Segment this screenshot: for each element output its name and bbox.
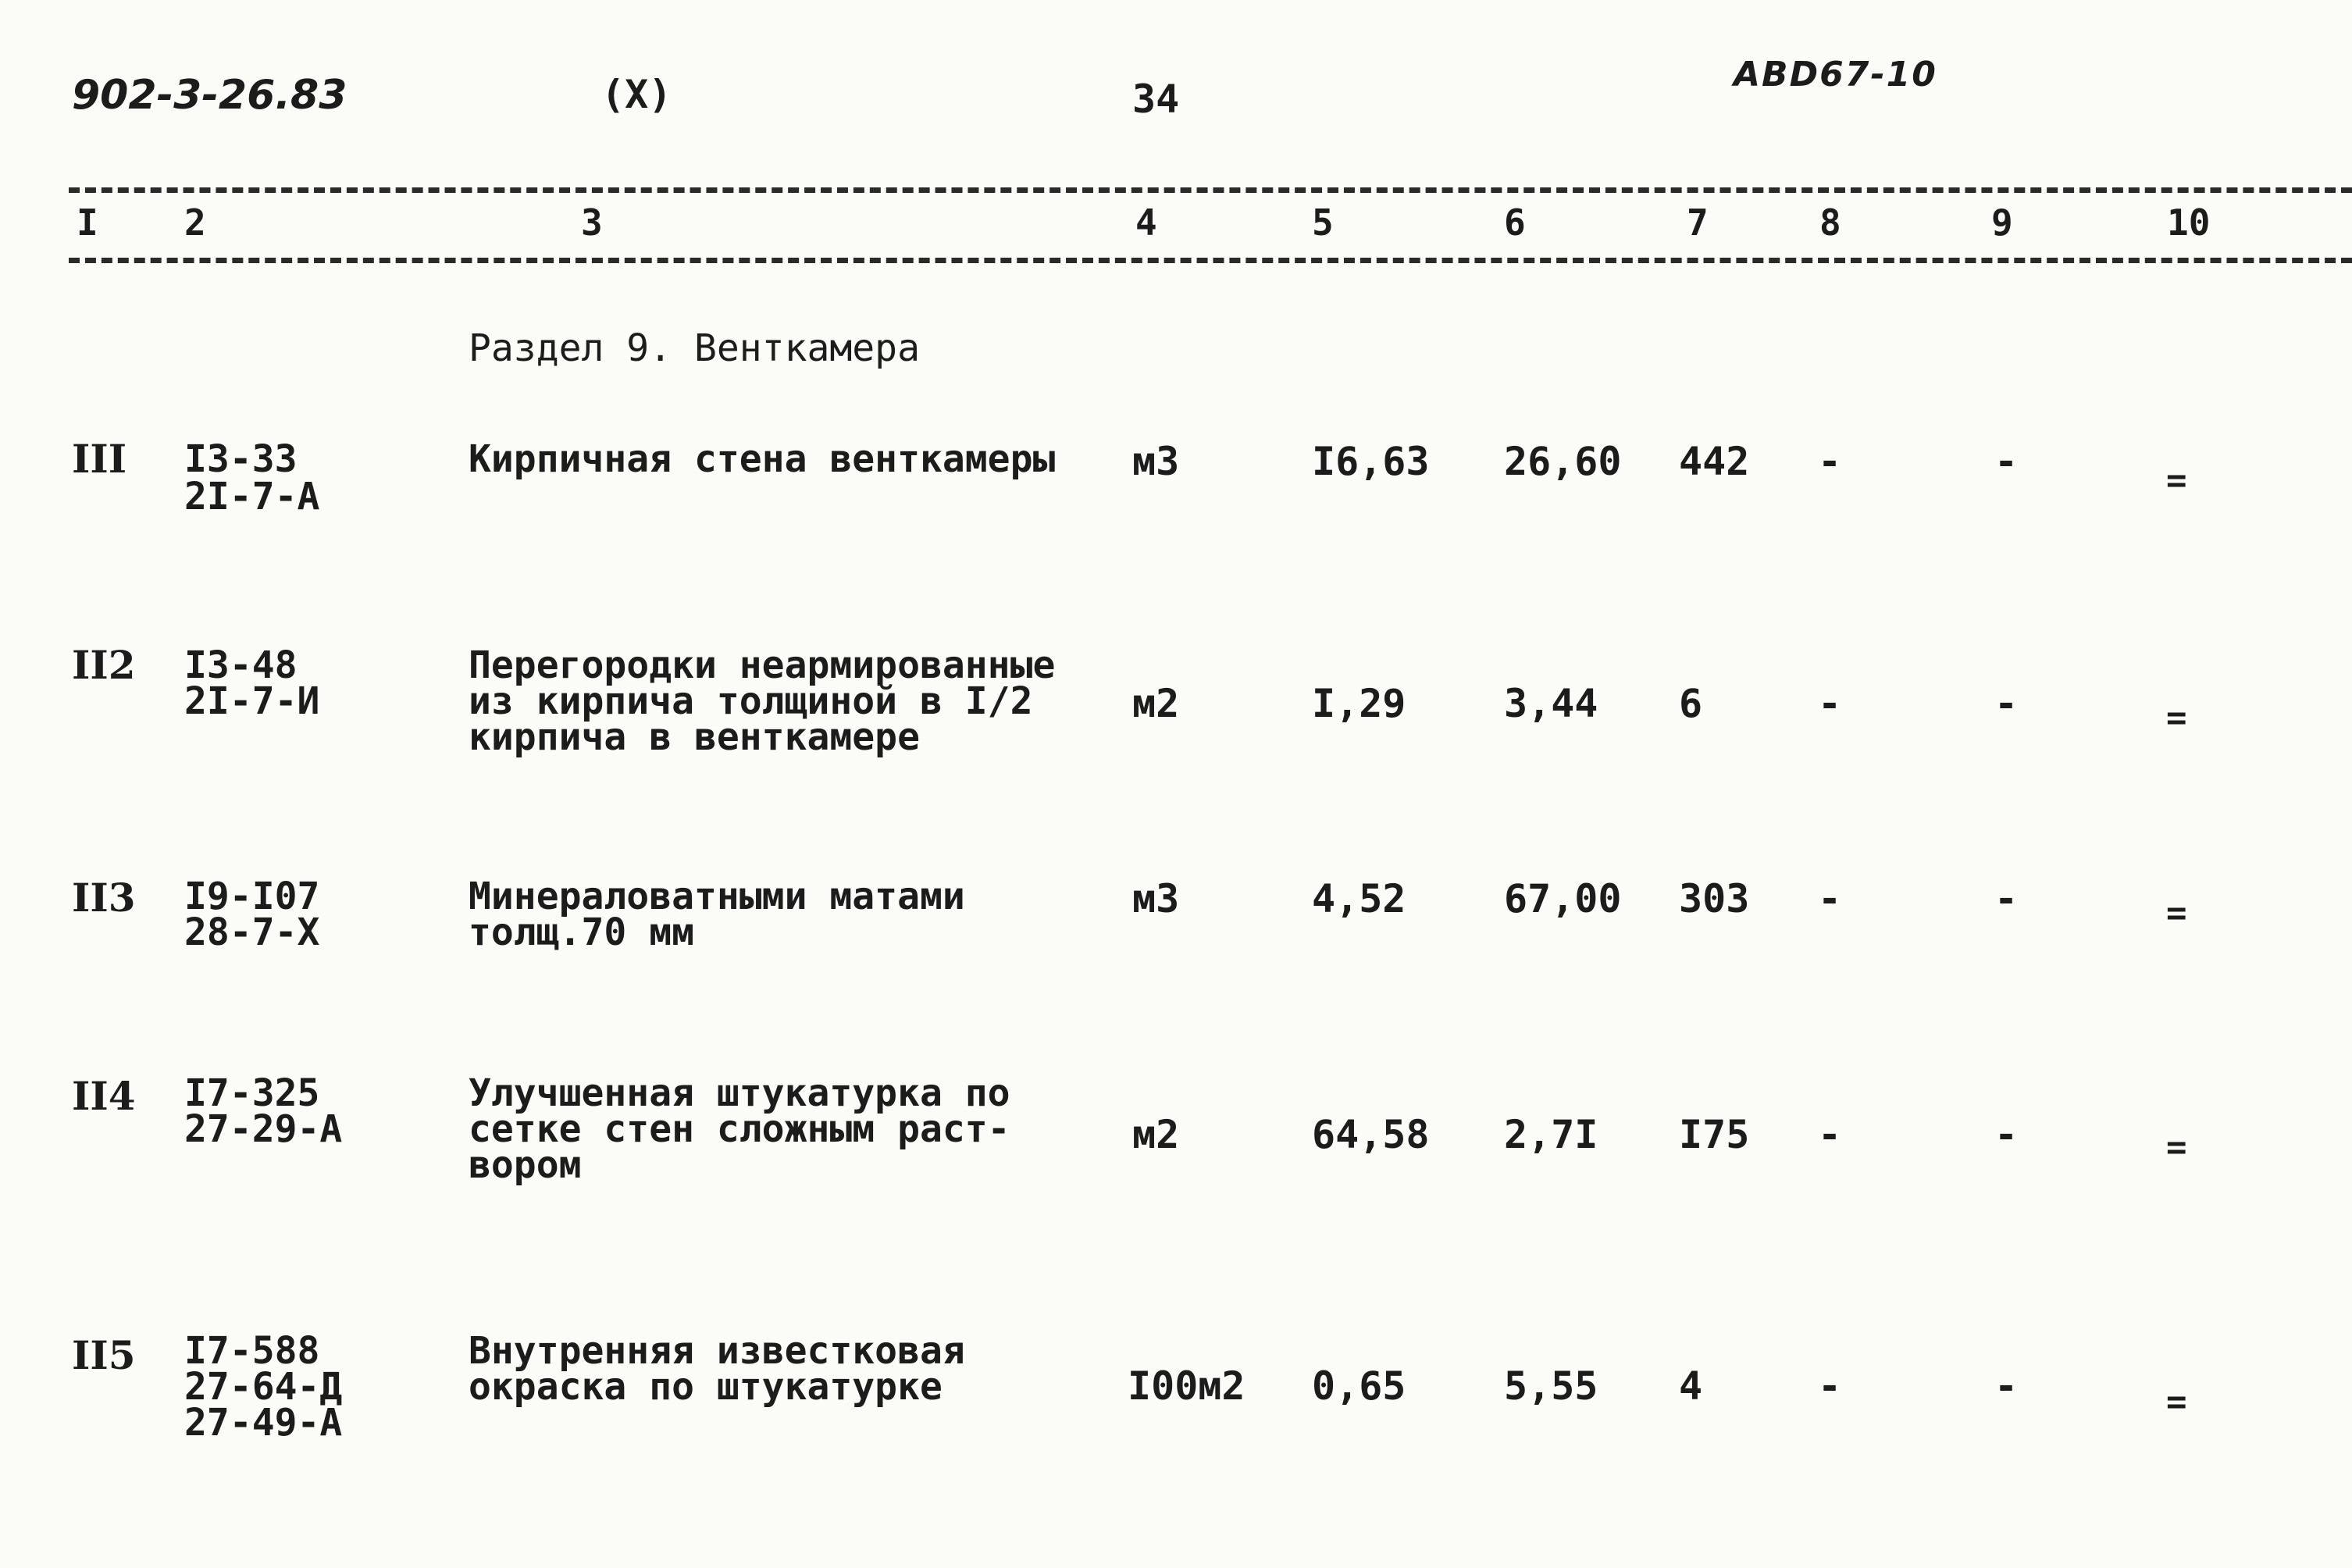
row-col10-ditto: = (2166, 461, 2187, 501)
row-col8: - (1818, 1363, 1842, 1409)
header-bottom-rule (69, 258, 2352, 263)
row-description: Кирпичная стена венткамеры (469, 437, 1056, 481)
row-unit: I00м2 (1128, 1363, 1245, 1409)
section-title: Раздел 9. Венткамера (469, 326, 920, 370)
row-col9: - (1994, 681, 2019, 726)
row-price: 2,7I (1504, 1112, 1598, 1157)
row-description: сетке стен сложным раст- (469, 1107, 1010, 1151)
row-price: 5,55 (1504, 1363, 1598, 1409)
row-total: 6 (1679, 681, 1703, 726)
row-col9: - (1994, 1363, 2019, 1409)
row-number: II3 (72, 875, 136, 921)
column-header-1: I (77, 201, 98, 244)
row-code: 2I-7-А (184, 475, 320, 519)
row-col10-ditto: = (2166, 1382, 2187, 1422)
row-total: 442 (1679, 439, 1750, 484)
column-header-8: 8 (1819, 201, 1841, 244)
column-header-2: 2 (184, 201, 206, 244)
row-unit: м2 (1132, 1112, 1180, 1157)
row-code: I9-I07 (184, 875, 320, 918)
row-total: I75 (1679, 1112, 1750, 1157)
row-code: I3-48 (184, 643, 298, 687)
column-header-5: 5 (1312, 201, 1334, 244)
row-quantity: I,29 (1312, 681, 1406, 726)
row-description: окраска по штукатурке (469, 1365, 943, 1409)
row-unit: м2 (1132, 681, 1180, 726)
row-code: 27-49-А (184, 1401, 343, 1445)
row-description: толщ.70 мм (469, 911, 694, 954)
column-header-9: 9 (1991, 201, 2013, 244)
row-number: III (72, 436, 127, 482)
column-header-10: 10 (2167, 201, 2211, 244)
column-header-3: 3 (581, 201, 603, 244)
row-col8: - (1818, 876, 1842, 921)
row-col9: - (1994, 876, 2019, 921)
row-price: 3,44 (1504, 681, 1598, 726)
volume-label: (X) (601, 72, 672, 117)
row-description: Внутренняя известковая (469, 1329, 965, 1373)
row-number: II4 (72, 1073, 136, 1119)
row-description: кирпича в венткамере (469, 715, 920, 759)
row-col10-ditto: = (2166, 893, 2187, 933)
row-code: 2I-7-И (184, 679, 320, 723)
row-col8: - (1818, 681, 1842, 726)
row-code: I7-588 (184, 1329, 320, 1373)
row-quantity: I6,63 (1312, 439, 1430, 484)
row-quantity: 0,65 (1312, 1363, 1406, 1409)
handwritten-reference: ABD67-10 (1734, 55, 1937, 94)
row-code: 27-64-Д (184, 1365, 343, 1409)
row-code: I3-33 (184, 437, 298, 481)
row-col8: - (1818, 439, 1842, 484)
row-unit: м3 (1132, 439, 1180, 484)
row-unit: м3 (1132, 876, 1180, 921)
row-price: 67,00 (1504, 876, 1622, 921)
row-price: 26,60 (1504, 439, 1622, 484)
row-col9: - (1994, 1112, 2019, 1157)
row-col9: - (1994, 439, 2019, 484)
document-code: 902-3-26.83 (72, 72, 347, 119)
row-description: Улучшенная штукатурка по (469, 1071, 1010, 1115)
row-description: из кирпича толщиной в I/2 (469, 679, 1033, 723)
row-quantity: 64,58 (1312, 1112, 1430, 1157)
row-col10-ditto: = (2166, 698, 2187, 738)
row-col8: - (1818, 1112, 1842, 1157)
row-code: 28-7-Х (184, 911, 320, 954)
row-total: 303 (1679, 876, 1750, 921)
column-header-6: 6 (1504, 201, 1526, 244)
row-description: Перегородки неармированные (469, 643, 1056, 687)
row-code: 27-29-А (184, 1107, 343, 1151)
row-description: Минераловатными матами (469, 875, 965, 918)
row-code: I7-325 (184, 1071, 320, 1115)
row-number: II2 (72, 642, 136, 688)
row-number: II5 (72, 1332, 136, 1378)
row-total: 4 (1679, 1363, 1703, 1409)
page-number: 34 (1132, 77, 1180, 122)
header-top-rule (69, 187, 2352, 193)
row-quantity: 4,52 (1312, 876, 1406, 921)
column-header-4: 4 (1135, 201, 1157, 244)
column-header-7: 7 (1687, 201, 1709, 244)
row-description: вором (469, 1143, 582, 1187)
row-col10-ditto: = (2166, 1128, 2187, 1167)
